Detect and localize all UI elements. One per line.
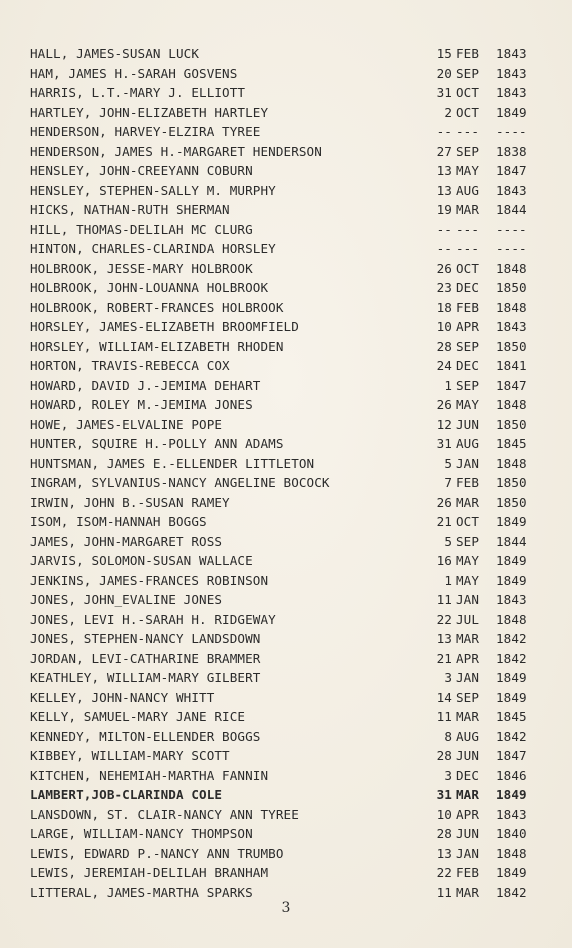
record-row [0, 161, 572, 181]
record-month: MAR [456, 202, 480, 217]
record-day: 21 [436, 650, 452, 666]
record-row [0, 220, 572, 240]
record-names: LANSDOWN, ST. CLAIR-NANCY ANN TYREE [30, 806, 299, 822]
record-year: 1843 [496, 592, 527, 607]
record-names: KENNEDY, MILTON-ELLENDER BOGGS [30, 728, 261, 744]
record-month: MAR [456, 884, 480, 900]
record-row [0, 532, 572, 552]
record-day: 1 [444, 377, 452, 393]
record-day: 19 [436, 202, 452, 217]
record-day: 1 [444, 572, 452, 588]
record-day: 13 [436, 845, 452, 861]
record-month: FEB [456, 299, 480, 315]
record-year: 1848 [496, 611, 527, 627]
record-names: HUNTSMAN, JAMES E.-ELLENDER LITTLETON [30, 455, 315, 471]
record-row [0, 44, 572, 64]
record-day: 23 [436, 280, 452, 295]
record-month: APR [456, 806, 480, 822]
record-year: 1844 [496, 533, 527, 549]
record-day: 10 [436, 806, 452, 822]
record-row [0, 610, 572, 630]
record-year: 1843 [496, 806, 527, 822]
record-year: 1848 [496, 260, 527, 276]
record-day: 5 [444, 533, 452, 549]
record-day: 14 [436, 689, 452, 705]
record-year: 1848 [496, 845, 527, 861]
record-names: INGRAM, SYLVANIUS-NANCY ANGELINE BOCOCK [30, 475, 330, 490]
record-row [0, 64, 572, 84]
record-row [0, 493, 572, 513]
record-names: HORTON, TRAVIS-REBECCA COX [30, 358, 230, 373]
record-row [0, 551, 572, 571]
record-month: FEB [456, 46, 480, 61]
record-names: HENDERSON, JAMES H.-MARGARET HENDERSON [30, 143, 322, 159]
record-year: 1847 [496, 748, 527, 763]
record-row [0, 259, 572, 279]
record-names: KEATHLEY, WILLIAM-MARY GILBERT [30, 670, 261, 685]
record-row [0, 824, 572, 844]
record-day: 7 [444, 475, 452, 490]
record-month: SEP [456, 338, 480, 354]
record-names: JONES, LEVI H.-SARAH H. RIDGEWAY [30, 611, 276, 627]
record-day: 11 [436, 884, 452, 900]
record-day: 8 [444, 728, 452, 744]
record-day: 16 [436, 553, 452, 568]
record-names: HUNTER, SQUIRE H.-POLLY ANN ADAMS [30, 436, 284, 451]
record-names: HOLBROOK, JESSE-MARY HOLBROOK [30, 260, 253, 276]
record-month: DEC [456, 280, 480, 295]
record-names: HICKS, NATHAN-RUTH SHERMAN [30, 202, 230, 217]
record-year: 1848 [496, 455, 527, 471]
record-row [0, 200, 572, 220]
record-day: 22 [436, 865, 452, 880]
record-names: LAMBERT,JOB-CLARINDA COLE [30, 787, 223, 802]
record-year: 1844 [496, 202, 527, 217]
record-day: 11 [436, 709, 452, 724]
record-names: JONES, STEPHEN-NANCY LANDSDOWN [30, 631, 261, 646]
record-year: 1842 [496, 631, 527, 646]
record-names: JENKINS, JAMES-FRANCES ROBINSON [30, 572, 269, 588]
record-names: HENSLEY, STEPHEN-SALLY M. MURPHY [30, 182, 276, 198]
record-day: 31 [436, 85, 452, 100]
record-year: 1847 [496, 163, 527, 178]
record-day: 27 [436, 143, 452, 159]
record-day: 3 [444, 767, 452, 783]
record-month: JUN [456, 748, 480, 763]
record-row [0, 727, 572, 747]
record-names: HOWARD, DAVID J.-JEMIMA DEHART [30, 377, 261, 393]
record-row [0, 142, 572, 162]
record-names: HINTON, CHARLES-CLARINDA HORSLEY [30, 241, 276, 256]
record-year: 1849 [496, 670, 527, 685]
record-day: 10 [436, 319, 452, 334]
record-month: --- [456, 221, 480, 237]
record-names: JORDAN, LEVI-CATHARINE BRAMMER [30, 650, 261, 666]
record-month: AUG [456, 182, 480, 198]
record-names: HENSLEY, JOHN-CREEYANN COBURN [30, 163, 253, 178]
record-row [0, 83, 572, 103]
record-row [0, 239, 572, 259]
record-year: 1838 [496, 143, 527, 159]
record-month: SEP [456, 689, 480, 705]
record-day: 15 [436, 46, 452, 61]
page-number: 3 [281, 900, 291, 916]
record-month: JUN [456, 826, 480, 841]
record-names: LEWIS, JEREMIAH-DELILAH BRANHAM [30, 865, 269, 880]
record-day: 26 [436, 397, 452, 412]
record-month: JAN [456, 670, 480, 685]
record-names: KIBBEY, WILLIAM-MARY SCOTT [30, 748, 230, 763]
record-year: ---- [496, 221, 527, 237]
record-names: IRWIN, JOHN B.-SUSAN RAMEY [30, 494, 230, 510]
record-day: 22 [436, 611, 452, 627]
record-month: OCT [456, 85, 480, 100]
record-month: DEC [456, 767, 480, 783]
record-month: MAY [456, 553, 480, 568]
record-row [0, 805, 572, 825]
record-day: 28 [436, 338, 452, 354]
record-names: HAM, JAMES H.-SARAH GOSVENS [30, 65, 238, 81]
record-year: 1842 [496, 650, 527, 666]
record-month: MAY [456, 397, 480, 412]
record-day: 26 [436, 494, 452, 510]
record-year: 1850 [496, 475, 527, 490]
record-day: 26 [436, 260, 452, 276]
record-month: DEC [456, 358, 480, 373]
record-day: 31 [436, 787, 452, 802]
record-row [0, 746, 572, 766]
record-names: HOWARD, ROLEY M.-JEMIMA JONES [30, 397, 253, 412]
record-year: 1840 [496, 826, 527, 841]
record-row [0, 863, 572, 883]
record-row [0, 278, 572, 298]
record-row [0, 317, 572, 337]
record-year: 1842 [496, 728, 527, 744]
record-row [0, 103, 572, 123]
record-row [0, 181, 572, 201]
record-row [0, 649, 572, 669]
record-day: -- [436, 221, 452, 237]
record-names: HOLBROOK, JOHN-LOUANNA HOLBROOK [30, 280, 269, 295]
record-day: 2 [444, 104, 452, 120]
record-day: 5 [444, 455, 452, 471]
record-month: --- [456, 124, 480, 139]
record-year: 1848 [496, 299, 527, 315]
record-year: 1843 [496, 182, 527, 198]
record-month: JUL [456, 611, 480, 627]
record-month: OCT [456, 260, 480, 276]
record-day: 11 [436, 592, 452, 607]
record-month: AUG [456, 728, 480, 744]
record-month: SEP [456, 533, 480, 549]
record-row [0, 512, 572, 532]
record-month: MAY [456, 163, 480, 178]
record-month: FEB [456, 865, 480, 880]
record-names: JONES, JOHN_EVALINE JONES [30, 592, 223, 607]
record-names: ISOM, ISOM-HANNAH BOGGS [30, 514, 207, 529]
record-names: HOLBROOK, ROBERT-FRANCES HOLBROOK [30, 299, 284, 315]
record-month: JAN [456, 845, 480, 861]
record-year: 1850 [496, 416, 527, 432]
record-day: 13 [436, 163, 452, 178]
record-year: ---- [496, 124, 527, 139]
record-month: MAR [456, 787, 480, 802]
record-row [0, 707, 572, 727]
record-names: LITTERAL, JAMES-MARTHA SPARKS [30, 884, 253, 900]
record-month: AUG [456, 436, 480, 451]
record-row [0, 415, 572, 435]
record-day: 31 [436, 436, 452, 451]
record-month: APR [456, 319, 480, 334]
record-row [0, 473, 572, 493]
record-row [0, 688, 572, 708]
record-year: 1843 [496, 319, 527, 334]
record-month: OCT [456, 514, 480, 529]
record-names: HORSLEY, WILLIAM-ELIZABETH RHODEN [30, 338, 284, 354]
record-year: 1841 [496, 358, 527, 373]
record-day: 12 [436, 416, 452, 432]
record-year: 1849 [496, 865, 527, 880]
record-row [0, 590, 572, 610]
record-day: -- [436, 241, 452, 256]
record-month: --- [456, 241, 480, 256]
record-row [0, 122, 572, 142]
record-year: 1849 [496, 553, 527, 568]
record-names: KELLY, SAMUEL-MARY JANE RICE [30, 709, 246, 724]
record-day: 21 [436, 514, 452, 529]
record-month: FEB [456, 475, 480, 490]
record-row [0, 629, 572, 649]
record-month: MAR [456, 494, 480, 510]
record-year: ---- [496, 241, 527, 256]
record-year: 1843 [496, 65, 527, 81]
record-year: 1850 [496, 280, 527, 295]
record-row [0, 434, 572, 454]
record-row [0, 571, 572, 591]
record-names: KITCHEN, NEHEMIAH-MARTHA FANNIN [30, 767, 269, 783]
record-year: 1849 [496, 787, 527, 802]
record-row [0, 785, 572, 805]
record-day: 28 [436, 748, 452, 763]
record-names: HARTLEY, JOHN-ELIZABETH HARTLEY [30, 104, 269, 120]
record-row [0, 337, 572, 357]
record-names: LEWIS, EDWARD P.-NANCY ANN TRUMBO [30, 845, 284, 861]
record-month: SEP [456, 377, 480, 393]
record-names: HENDERSON, HARVEY-ELZIRA TYREE [30, 124, 261, 139]
record-day: 28 [436, 826, 452, 841]
record-month: SEP [456, 65, 480, 81]
record-day: 18 [436, 299, 452, 315]
record-month: MAR [456, 709, 480, 724]
record-year: 1845 [496, 436, 527, 451]
record-month: OCT [456, 104, 480, 120]
record-year: 1845 [496, 709, 527, 724]
record-row [0, 766, 572, 786]
record-row [0, 376, 572, 396]
record-row [0, 298, 572, 318]
record-day: 13 [436, 631, 452, 646]
record-day: 20 [436, 65, 452, 81]
record-year: 1848 [496, 397, 527, 412]
record-day: 24 [436, 358, 452, 373]
record-row [0, 356, 572, 376]
record-month: JAN [456, 455, 480, 471]
record-names: JARVIS, SOLOMON-SUSAN WALLACE [30, 553, 253, 568]
record-month: APR [456, 650, 480, 666]
record-names: HOWE, JAMES-ELVALINE POPE [30, 416, 223, 432]
record-names: LARGE, WILLIAM-NANCY THOMPSON [30, 826, 253, 841]
record-names: HORSLEY, JAMES-ELIZABETH BROOMFIELD [30, 319, 299, 334]
record-year: 1850 [496, 494, 527, 510]
record-year: 1847 [496, 377, 527, 393]
record-year: 1846 [496, 767, 527, 783]
record-names: JAMES, JOHN-MARGARET ROSS [30, 533, 223, 549]
record-names: HARRIS, L.T.-MARY J. ELLIOTT [30, 85, 246, 100]
record-year: 1849 [496, 104, 527, 120]
record-year: 1849 [496, 572, 527, 588]
record-day: 13 [436, 182, 452, 198]
record-year: 1849 [496, 689, 527, 705]
record-day: -- [436, 124, 452, 139]
record-day: 3 [444, 670, 452, 685]
marriage-record-list [0, 44, 572, 902]
record-month: JUN [456, 416, 480, 432]
record-year: 1843 [496, 85, 527, 100]
record-names: HILL, THOMAS-DELILAH MC CLURG [30, 221, 253, 237]
record-row [0, 668, 572, 688]
record-year: 1849 [496, 514, 527, 529]
record-year: 1843 [496, 46, 527, 61]
record-month: MAY [456, 572, 480, 588]
record-row [0, 844, 572, 864]
record-year: 1842 [496, 884, 527, 900]
record-month: JAN [456, 592, 480, 607]
record-year: 1850 [496, 338, 527, 354]
record-row [0, 395, 572, 415]
record-month: SEP [456, 143, 480, 159]
record-names: KELLEY, JOHN-NANCY WHITT [30, 689, 215, 705]
record-names: HALL, JAMES-SUSAN LUCK [30, 46, 200, 61]
record-month: MAR [456, 631, 480, 646]
record-row [0, 454, 572, 474]
